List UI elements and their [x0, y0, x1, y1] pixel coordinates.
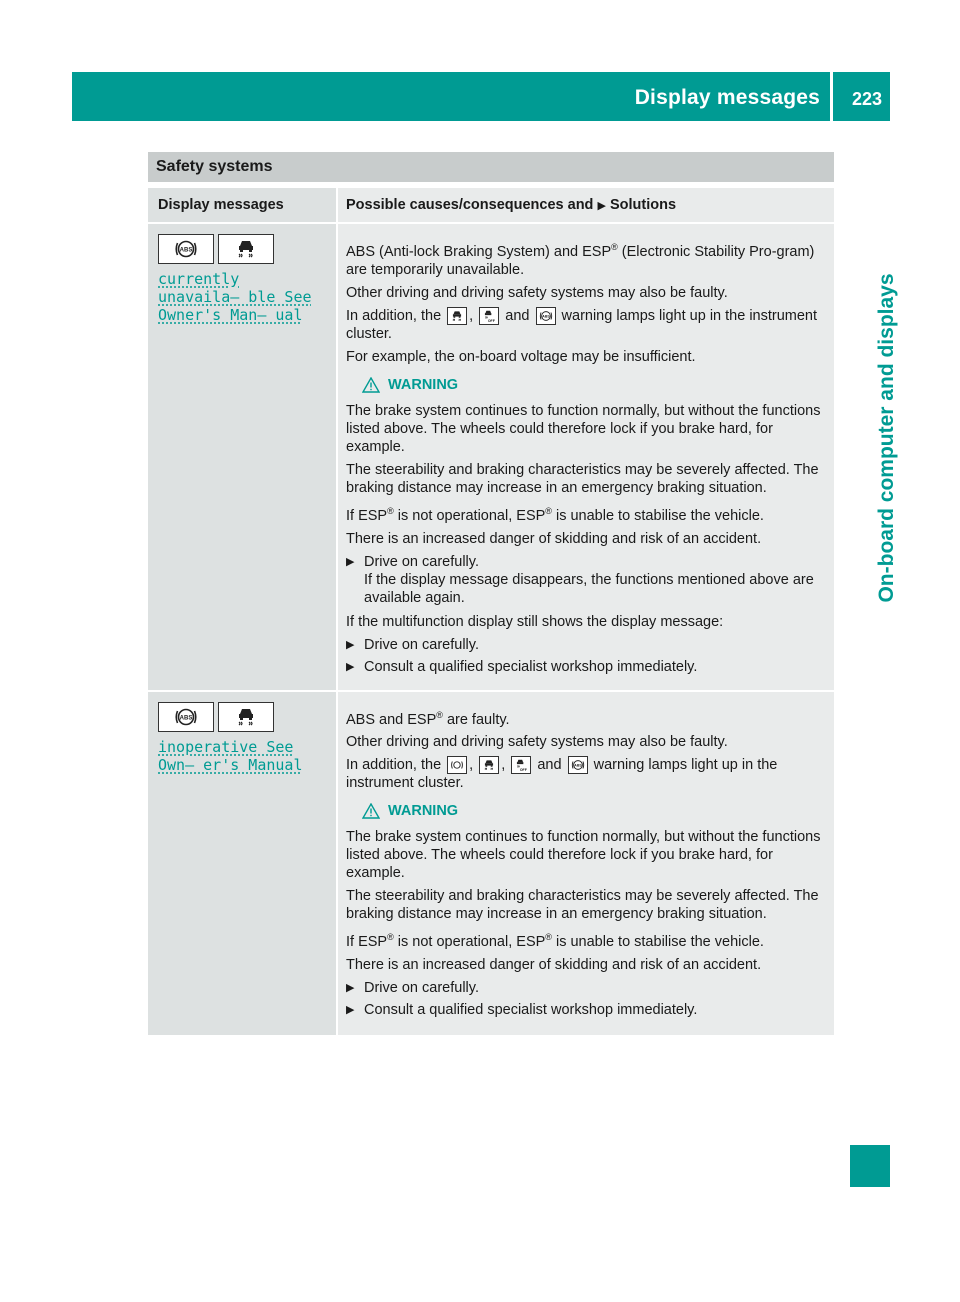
esp-skid-icon [218, 702, 274, 732]
text-span: Consult a qualified specialist workshop immediately. [364, 1002, 698, 1019]
abs-warning-icon [536, 307, 556, 325]
display-message-text: currently unavaila– ble See Owner's Man– ual [158, 270, 312, 324]
text-span: warning lamps light up in the instrument cluster. [346, 757, 778, 792]
column-header-solutions-pre: Possible causes/consequences and [346, 197, 594, 213]
warning-triangle-icon [362, 377, 380, 393]
text-span: ABS (Anti-lock Braking System) and ESP [346, 243, 612, 260]
lamps-paragraph: In addition, the , and warning lamps light up in the instrument cluster. [346, 307, 818, 342]
text-span: In addition, the [346, 307, 442, 324]
text-span: If the display message disappears, the functions mentioned above are available again. [364, 571, 814, 606]
text-span: If ESP [346, 934, 388, 951]
text-span: Drive on carefully. [364, 980, 479, 997]
warning-label: WARNING [388, 803, 459, 820]
paragraph: The brake system continues to function normally, but without the functions listed above. The wheels could therefore lock if you brake hard, for example. [346, 402, 821, 455]
esp-paragraph [346, 502, 826, 525]
solution-cell [338, 224, 834, 690]
arrow-right-icon: ▶ [346, 555, 355, 568]
esp-off-icon [511, 756, 531, 774]
section-title-bar [148, 152, 834, 182]
text-span: Drive on carefully. [364, 553, 479, 570]
text-span: is unable to stabilise the vehicle. [551, 934, 764, 951]
column-header-messages: Display messages [148, 188, 336, 222]
esp-skid-icon [447, 307, 467, 325]
text-span: Consult a qualified specialist workshop immediately. [364, 658, 698, 675]
display-message-cell [148, 692, 336, 1036]
warning-triangle-icon [362, 803, 380, 819]
text-span: In addition, the [346, 757, 442, 774]
arrow-right-icon: ▶ [346, 638, 355, 651]
paragraph: The steerability and braking characteristics may be severely affected. The braking distance may increase in an emergency braking situation. [346, 461, 819, 496]
paragraph: Other driving and driving safety systems may also be faulty. [346, 284, 728, 301]
display-message-text: inoperative See Own– er's Manual [158, 737, 303, 774]
esp-off-icon [479, 307, 499, 325]
registered-mark: ® [545, 932, 552, 943]
section-title: Safety systems [156, 158, 273, 175]
text-span: is unable to stabilise the vehicle. [551, 507, 764, 524]
arrow-right-icon: ▶ [597, 200, 606, 212]
chapter-tab-label: On-board computer and displays [875, 273, 898, 603]
page-header [72, 72, 890, 121]
text-span: and [537, 757, 562, 774]
warning-heading [362, 802, 826, 820]
paragraph: Other driving and driving safety systems may also be faulty. [346, 734, 728, 751]
abs-warning-icon [158, 234, 214, 264]
warning-label: WARNING [388, 376, 459, 393]
registered-mark: ® [436, 709, 443, 720]
instruction-item [346, 553, 826, 607]
abs-warning-icon [158, 702, 214, 732]
paragraph: There is an increased danger of skidding and risk of an accident. [346, 530, 762, 547]
instruction-item [346, 1001, 826, 1019]
text-span: are faulty. [442, 711, 510, 728]
text-span: is not operational, ESP [393, 934, 546, 951]
chapter-marker [850, 1145, 890, 1187]
column-header-solutions-post: Solutions [609, 197, 677, 213]
arrow-right-icon: ▶ [346, 1004, 355, 1017]
table-row [148, 224, 834, 690]
text-span: If ESP [346, 507, 388, 524]
instruction-item [346, 979, 826, 997]
paragraph: There is an increased danger of skidding and risk of an accident. [346, 957, 762, 974]
page-number: 223 [851, 89, 882, 109]
cause-paragraph [346, 706, 826, 729]
esp-skid-icon [479, 756, 499, 774]
arrow-right-icon: ▶ [346, 982, 355, 995]
table-header-row [148, 188, 834, 222]
esp-skid-icon [218, 234, 274, 264]
text-span: and [505, 307, 530, 324]
warning-heading [362, 376, 826, 394]
paragraph: For example, the on-board voltage may be insufficient. [346, 348, 696, 365]
lamps-paragraph: In addition, the , , and warning lamps light up in the instrument cluster. [346, 757, 778, 792]
text-span: is not operational, ESP [393, 507, 546, 524]
page-title: Display messages [634, 86, 820, 109]
paragraph: The steerability and braking characteristics may be severely affected. The braking distance may increase in an emergency braking situation. [346, 888, 819, 923]
column-header-solutions [338, 188, 834, 222]
table-row [148, 692, 834, 1036]
text-span: warning lamps light up in the instrument cluster. [346, 307, 818, 342]
display-message-cell [148, 224, 336, 690]
registered-mark: ® [387, 932, 394, 943]
abs-warning-icon [568, 756, 588, 774]
registered-mark: ® [387, 505, 394, 516]
text-span: (Electronic Stability Pro-gram) are temporarily unavailable. [346, 243, 815, 278]
registered-mark: ® [611, 242, 618, 252]
paragraph: The brake system continues to function normally, but without the functions listed above. The wheels could therefore lock if you brake hard, for example. [346, 829, 821, 882]
registered-mark: ® [545, 505, 552, 516]
paragraph: If the multifunction display still shows the display message: [346, 613, 724, 630]
text-span: ABS and ESP [346, 711, 437, 728]
cause-paragraph [346, 238, 826, 279]
arrow-right-icon: ▶ [346, 660, 355, 673]
solution-cell [338, 692, 834, 1036]
instruction-item [346, 636, 826, 654]
instruction-item [346, 658, 826, 676]
text-span: Drive on carefully. [364, 636, 479, 653]
esp-paragraph [346, 928, 826, 951]
brake-warning-icon [447, 756, 467, 774]
header-divider [830, 72, 833, 121]
display-messages-table [148, 188, 834, 1035]
